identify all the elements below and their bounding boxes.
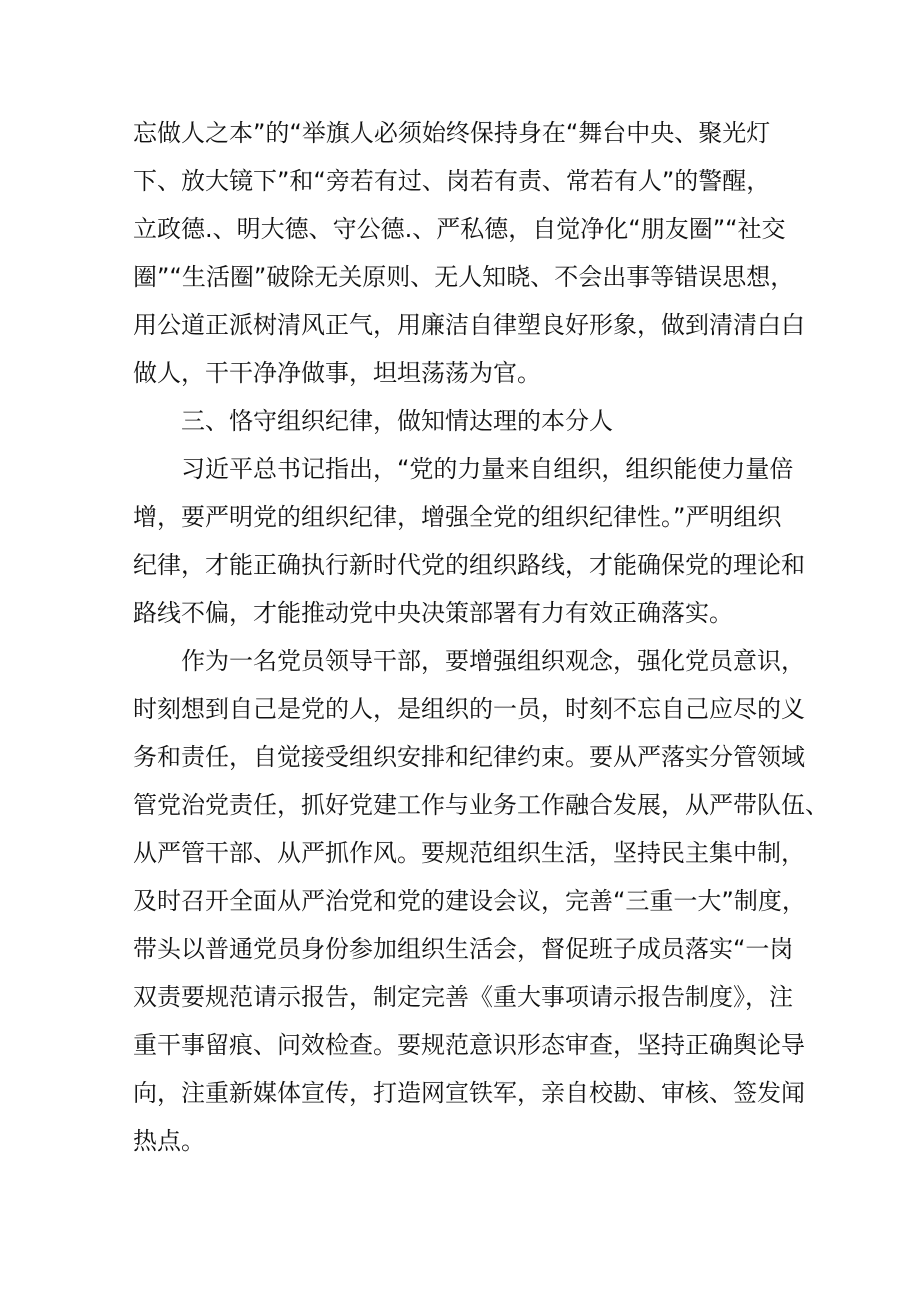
text-line: 向，注重新媒体宣传，打造网宣铁军，亲自校勘、审核、签发闻	[133, 1079, 805, 1107]
document-body	[133, 109, 829, 1165]
text-line: 及时召开全面从严治党和党的建设会议，完善“三重一大”制度，	[133, 887, 806, 915]
text-line: 做人，干干净净做事，坦坦荡荡为官。	[133, 359, 541, 387]
text-line: 双责要规范请示报告，制定完善《重大事项请示报告制度》，注	[133, 983, 793, 1011]
text-line: 下、放大镜下”和“旁若有过、岗若有责、常若有人”的警醒，	[133, 167, 771, 195]
text-line: 纪律，才能正确执行新时代党的组织路线，才能确保党的理论和	[133, 551, 805, 579]
text-line: 带头以普通党员身份参加组织生活会，督促班子成员落实“一岗	[133, 935, 794, 963]
text-line: 热点。	[133, 1127, 205, 1155]
text-line: 作为一名党员领导干部，要增强组织观念，强化党员意识，	[181, 647, 805, 675]
text-line: 忘做人之本”的“举旗人必须始终保持身在“舞台中央、聚光灯	[133, 119, 771, 147]
text-line: 用公道正派树清风正气，用廉洁自律塑良好形象，做到清清白白	[133, 311, 805, 339]
text-line: 圈”“生活圈”破除无关原则、无人知晓、不会出事等错误思想，	[133, 263, 795, 291]
text-line: 习近平总书记指出，“党的力量来自组织，组织能使力量倍	[181, 455, 794, 483]
text-line: 时刻想到自己是党的人，是组织的一员，时刻不忘自己应尽的义	[133, 695, 805, 723]
text-line: 增，要严明党的组织纪律，增强全党的组织纪律性。”严明组织	[133, 503, 782, 531]
text-line: 立政德.、明大德、守公德.、严私德，自觉净化“朋友圈”“社交	[133, 215, 786, 243]
text-line: 管党治党责任，抓好党建工作与业务工作融合发展，从严带队伍、	[133, 791, 829, 819]
section-heading: 三、恪守组织纪律，做知情达理的本分人	[181, 407, 613, 435]
text-line: 务和责任，自觉接受组织安排和纪律约束。要从严落实分管领域	[133, 743, 805, 771]
text-line: 从严管干部、从严抓作风。要规范组织生活，坚持民主集中制，	[133, 839, 805, 867]
text-line: 路线不偏，才能推动党中央决策部署有力有效正确落实。	[133, 599, 733, 627]
text-line: 重干事留痕、问效检查。要规范意识形态审查，坚持正确舆论导	[133, 1031, 805, 1059]
